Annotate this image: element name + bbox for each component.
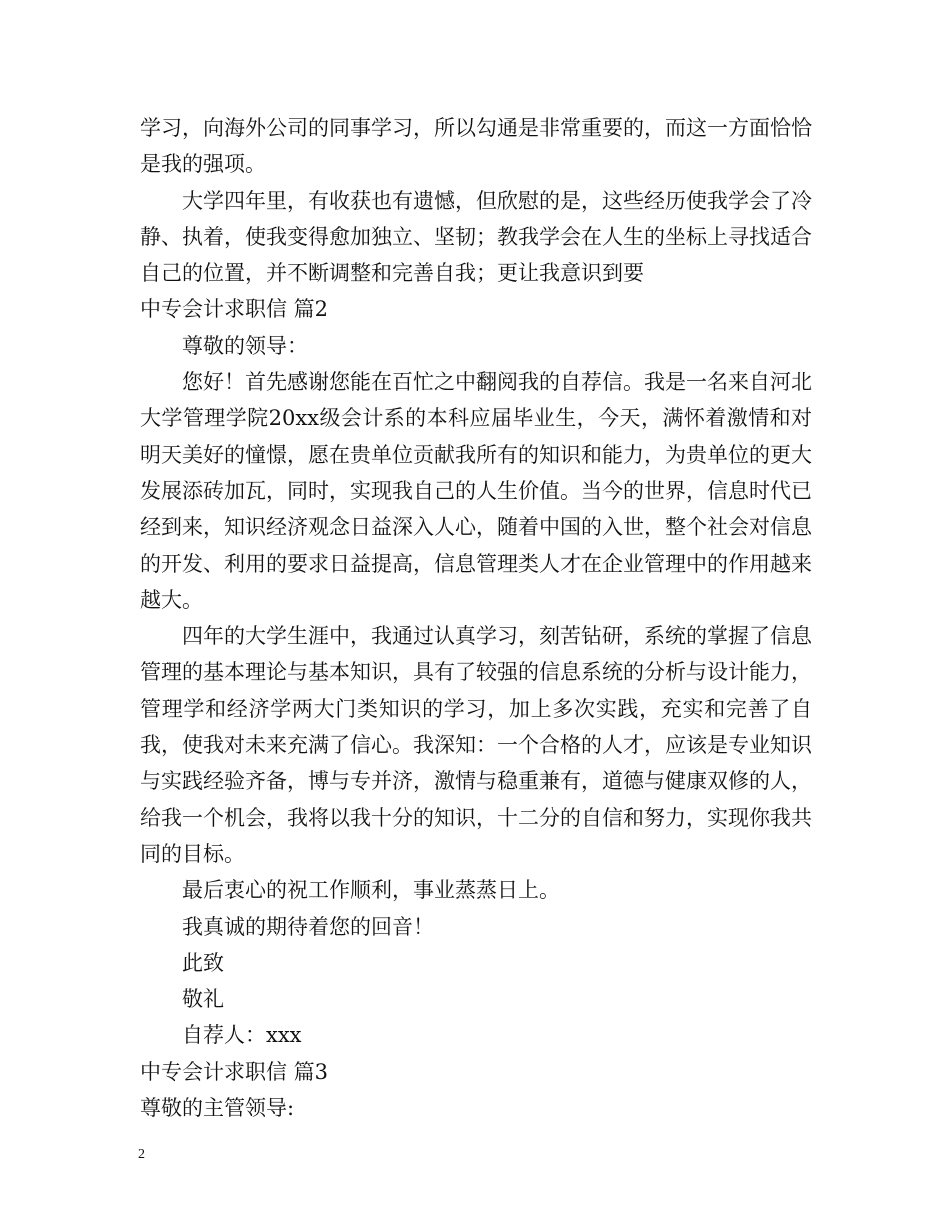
paragraph: 您好！首先感谢您能在百忙之中翻阅我的自荐信。我是一名来自河北大学管理学院20xx级会计系的本科应届毕业生，今天，满怀着激情和对明天美好的憧憬，愿在贵单位贡献我所有的知识和能力，为贵单位的更大发展添砖加瓦，同时，实现我自己的人生价值。当今的世界，信息时代已经到来，知识经济观念日益深入人心，随着中国的入世，整个社会对信息的开发、利用的要求日益提高，信息管理类人才在企业管理中的作用越来越大。 — [140, 370, 812, 612]
section-heading: 中专会计求职信 篇2 — [140, 297, 329, 322]
salutation: 尊敬的主管领导: — [140, 1096, 295, 1121]
paragraph: 学习，向海外公司的同事学习，所以勾通是非常重要的，而这一方面恰恰是我的强项。 — [140, 116, 812, 177]
page-number: 2 — [138, 1147, 145, 1162]
closing-line: 我真诚的期待着您的回音！ — [182, 914, 434, 939]
closing-line: 最后衷心的祝工作顺利，事业蒸蒸日上。 — [182, 878, 560, 903]
closing-line: 此致 — [182, 950, 224, 975]
document-body — [140, 110, 812, 1126]
paragraph: 四年的大学生涯中，我通过认真学习，刻苦钻研，系统的掌握了信息管理的基本理论与基本知识，具有了较强的信息系统的分析与设计能力，管理学和经济学两大门类知识的学习，加上多次实践，充实和完善了自我，使我对未来充满了信心。我深知：一个合格的人才，应该是专业知识与实践经验齐备，博与专并济，激情与稳重兼有，道德与健康双修的人，给我一个机会，我将以我十分的知识，十二分的自信和努力，实现你我共同的目标。 — [140, 624, 812, 866]
signature-line: 自荐人：xxx — [182, 1023, 302, 1048]
paragraph: 大学四年里，有收获也有遗憾，但欣慰的是，这些经历使我学会了冷静、执着，使我变得愈加独立、坚韧；教我学会在人生的坐标上寻找适合自己的位置，并不断调整和完善自我；更让我意识到要 — [140, 188, 812, 286]
closing-line: 敬礼 — [182, 987, 224, 1012]
section-heading: 中专会计求职信 篇3 — [140, 1059, 329, 1084]
salutation: 尊敬的领导： — [182, 333, 308, 358]
